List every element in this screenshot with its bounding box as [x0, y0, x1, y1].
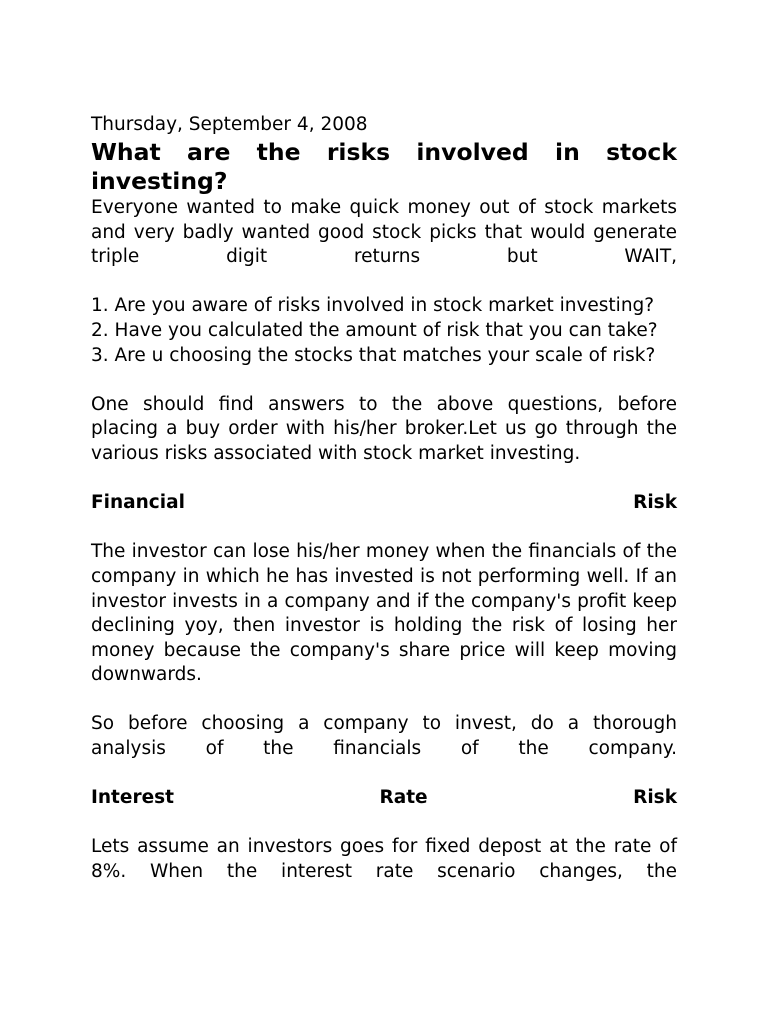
financial-risk-paragraph-1: The investor can lose his/her money when the financials of the company in which he has invested is not performing well. If an investor invests in a company and if the company's profit keep declining yoy, then investor is holding the risk of losing her money because the company's share price will keep moving downwards.: [91, 541, 677, 686]
spacer: [91, 516, 677, 541]
intro-paragraph: Everyone wanted to make quick money out of stock markets and very badly wanted good stock picks that would generate triple digit returns but WAIT,: [91, 197, 677, 268]
section-heading-interest-rate-risk: Interest Rate Risk: [91, 787, 677, 809]
spacer: [91, 270, 677, 295]
question-item-2: 2. Have you calculated the amount of risk that you can take?: [91, 319, 658, 341]
section-heading-financial-risk: Financial Risk: [91, 492, 677, 514]
question-item-3: 3. Are u choosing the stocks that matches your scale of risk?: [91, 344, 656, 366]
interest-rate-risk-paragraph-1: Lets assume an investors goes for fixed depost at the rate of 8%. When the interest rate scenario changes, the: [91, 836, 677, 883]
spacer: [91, 467, 677, 492]
spacer: [91, 688, 677, 713]
question-item-1: 1. Are you aware of risks involved in stock market investing?: [91, 295, 655, 317]
financial-risk-paragraph-2: So before choosing a company to invest, do a thorough analysis of the financials of the company.: [91, 713, 677, 760]
spacer: [91, 762, 677, 787]
closing-intro-paragraph: One should find answers to the above questions, before placing a buy order with his/her broker.Let us go through the various risks associated with stock market investing.: [91, 393, 677, 464]
document-page: [91, 112, 677, 885]
page-title: What are the risks involved in stock investing?: [91, 138, 677, 195]
post-date: Thursday, September 4, 2008: [91, 114, 368, 135]
spacer: [91, 811, 677, 836]
spacer: [91, 368, 677, 393]
